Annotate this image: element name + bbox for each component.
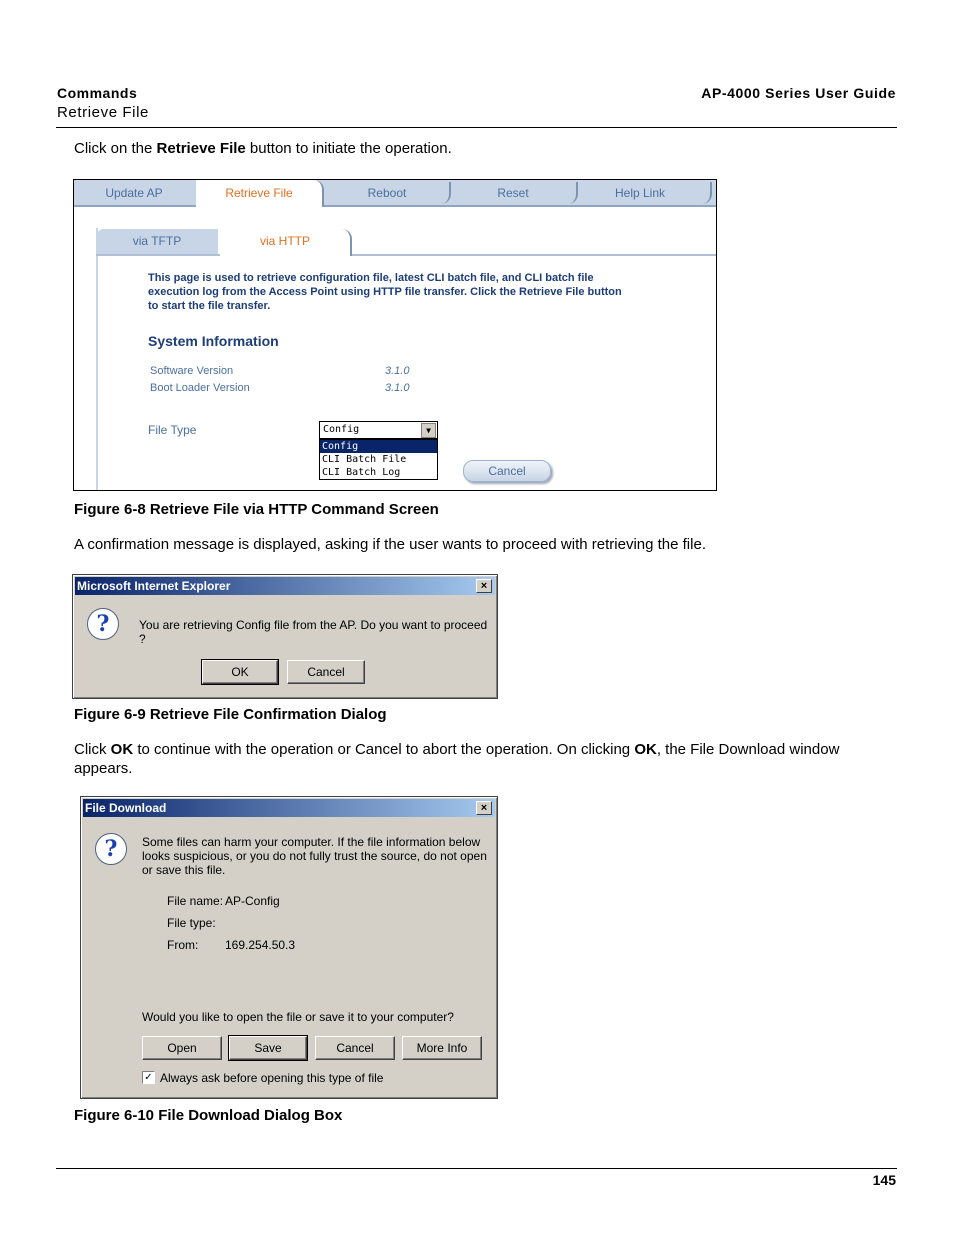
tab-via-tftp[interactable]: via TFTP xyxy=(96,229,218,254)
file-type-selected: Config xyxy=(323,424,360,435)
option-config[interactable]: Config xyxy=(320,440,437,453)
page-number: 145 xyxy=(872,1172,896,1188)
bold-span: OK xyxy=(110,741,134,758)
guide-title: AP-4000 Series User Guide xyxy=(701,85,896,101)
tab-help-link[interactable]: Help Link xyxy=(614,186,666,200)
dialog-titlebar xyxy=(83,799,495,817)
option-cli-batch-log[interactable]: CLI Batch Log xyxy=(322,467,401,478)
figure-caption: Figure 6-8 Retrieve File via HTTP Command Screen xyxy=(74,501,439,518)
section-title: Commands xyxy=(57,85,138,101)
subsection-title: Retrieve File xyxy=(57,104,149,121)
from-label: From: xyxy=(167,938,199,952)
question-text: Would you like to open the file or save it to your computer? xyxy=(142,1010,454,1024)
instruction-paragraph xyxy=(74,740,884,778)
ok-button[interactable]: OK xyxy=(202,660,278,684)
tab-via-http[interactable]: via HTTP xyxy=(220,229,352,256)
cancel-button[interactable]: Cancel xyxy=(315,1036,395,1060)
file-type-dropdown xyxy=(319,439,438,480)
text-span: Click on the xyxy=(74,140,157,157)
question-icon: ? xyxy=(87,608,119,640)
tab-divider xyxy=(566,182,578,204)
text-span: Click xyxy=(74,741,111,758)
checkbox-always-ask[interactable]: ✓ xyxy=(142,1071,155,1084)
tab-update-ap[interactable]: Update AP xyxy=(105,186,163,200)
dialog-title: File Download xyxy=(85,801,167,815)
header-rule xyxy=(56,127,897,128)
text-span: , the File Download window appears. xyxy=(74,741,840,777)
from-value: 169.254.50.3 xyxy=(225,938,296,952)
software-version-value: 3.1.0 xyxy=(385,365,410,377)
text-span: to continue with the operation or Cancel to abort the operation. On clicking xyxy=(133,741,635,758)
close-icon[interactable]: × xyxy=(476,801,492,815)
text-span: button to initiate the operation. xyxy=(245,140,452,157)
question-icon: ? xyxy=(95,833,127,865)
chevron-down-icon[interactable]: ▼ xyxy=(421,423,436,438)
bold-span: OK xyxy=(634,741,657,758)
file-download-dialog xyxy=(80,796,498,1099)
tab-reset[interactable]: Reset xyxy=(497,186,529,200)
dialog-title: Microsoft Internet Explorer xyxy=(77,579,231,593)
cancel-button[interactable]: Cancel xyxy=(287,660,365,684)
bold-span: Retrieve File xyxy=(156,140,246,157)
intro-paragraph xyxy=(74,139,452,158)
cancel-button[interactable]: Cancel xyxy=(463,460,551,482)
more-info-button[interactable]: More Info xyxy=(402,1036,482,1060)
top-tab-bar xyxy=(74,180,716,207)
confirmation-dialog xyxy=(72,574,498,699)
warning-text: Some files can harm your computer. If the file information below looks suspicious, or you do not fully trust the source, do not open or save this file. xyxy=(142,835,487,877)
tab-divider xyxy=(700,182,712,204)
checkbox-label: Always ask before opening this type of file xyxy=(160,1071,384,1085)
tab-retrieve-file[interactable]: Retrieve File xyxy=(196,180,324,207)
open-button[interactable]: Open xyxy=(142,1036,222,1060)
option-cli-batch-file[interactable]: CLI Batch File xyxy=(322,454,407,465)
sub-tab-bar xyxy=(96,229,716,256)
footer-rule xyxy=(56,1168,897,1169)
figure-caption: Figure 6-10 File Download Dialog Box xyxy=(74,1107,343,1124)
file-type-select[interactable] xyxy=(319,421,438,439)
description-text: This page is used to retrieve configuration file, latest CLI batch file, and CLI batch file execution log from the Access Point using HTTP file transfer. Click the Retrieve File button to start the file transfer. xyxy=(148,272,622,312)
file-type-label: File type: xyxy=(167,916,216,930)
file-type-label: File Type xyxy=(148,423,197,437)
dialog-titlebar xyxy=(75,577,495,595)
system-information-heading: System Information xyxy=(148,333,279,349)
close-icon[interactable]: × xyxy=(476,579,492,593)
boot-loader-label: Boot Loader Version xyxy=(150,382,250,394)
save-button[interactable]: Save xyxy=(229,1036,307,1060)
tab-divider xyxy=(439,182,451,204)
software-version-label: Software Version xyxy=(150,365,234,377)
file-name-label: File name: xyxy=(167,894,224,908)
file-name-value: AP-Config xyxy=(225,894,280,908)
boot-loader-value: 3.1.0 xyxy=(385,382,410,394)
dialog-message: You are retrieving Config file from the AP. Do you want to proceed ? xyxy=(139,618,488,646)
retrieve-file-screen xyxy=(73,179,717,491)
figure-caption: Figure 6-9 Retrieve File Confirmation Dialog xyxy=(74,706,387,723)
confirmation-paragraph: A confirmation message is displayed, asking if the user wants to proceed with retrieving the file. xyxy=(74,536,706,553)
tab-reboot[interactable]: Reboot xyxy=(367,186,407,200)
